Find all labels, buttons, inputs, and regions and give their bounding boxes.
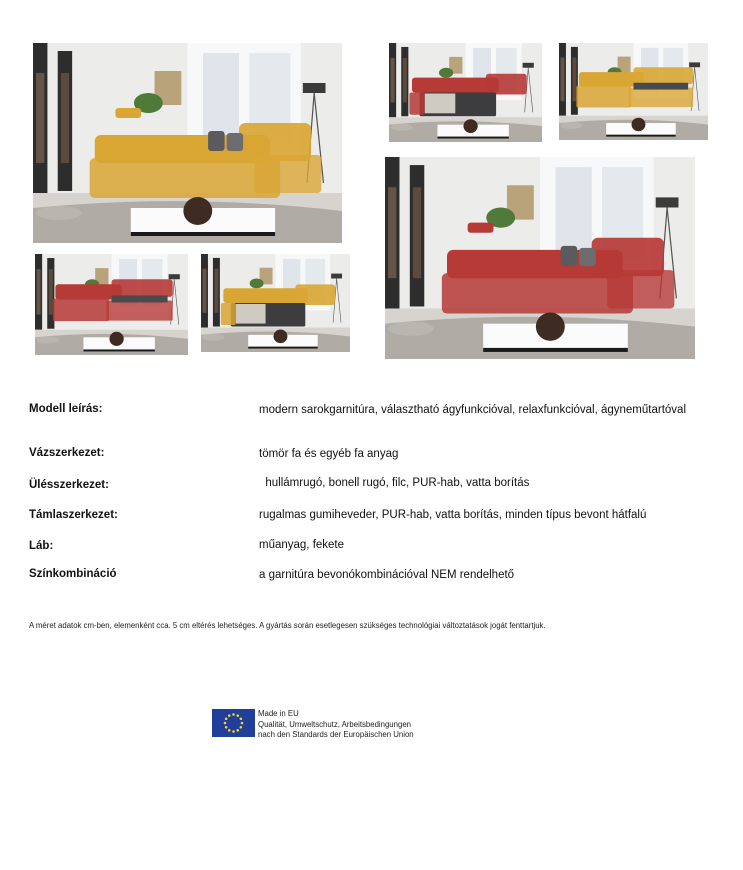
spec-value: a garnitúra bevonókombinációval NEM rendelhető (259, 569, 515, 581)
spec-value: hullámrugó, bonell rugó, filc, PUR-hab, vatta borítás (259, 477, 530, 489)
photo-red-sofa-storage (35, 254, 188, 355)
spec-value: rugalmas gumiheveder, PUR-hab, vatta borítás, minden típus bevont hátfalú (259, 509, 647, 521)
spec-value: műanyag, fekete (259, 539, 345, 551)
spec-label: Vázszerkezet: (29, 447, 105, 459)
spec-label: Színkombináció (29, 568, 117, 580)
dimension-note: A méret adatok cm-ben, elemenként cca. 5 cm eltérés lehetséges. A gyártás során esetlegesen szükséges technológiai változtatások jogát fenttartjuk. (29, 621, 546, 630)
photo-red-sofa-bed-open (389, 43, 542, 142)
spec-label: Modell leírás: (29, 403, 103, 415)
eu-line-quality: Qualität, Umweltschutz, Arbeitsbedingungen (258, 719, 411, 729)
eu-line-standards: nach den Standards der Europäischen Union (258, 730, 414, 739)
spec-value: tömör fa és egyéb fa anyag (259, 448, 399, 460)
eu-flag-icon (212, 709, 255, 737)
spec-label: Támlaszerkezet: (29, 509, 118, 521)
eu-line-made-in: Made in EU (258, 709, 299, 718)
spec-value: modern sarokgarnitúra, választható ágyfunkcióval, relaxfunkcióval, ágyneműtartóval (259, 404, 686, 416)
photo-yellow-sofa-bed-open (201, 254, 350, 352)
photo-yellow-corner-sofa (33, 43, 342, 243)
spec-label: Láb: (29, 540, 54, 552)
eu-text (258, 709, 518, 741)
photo-yellow-sofa-storage (559, 43, 708, 140)
photo-red-corner-sofa (385, 157, 695, 359)
spec-label: Ülésszerkezet: (29, 479, 109, 491)
